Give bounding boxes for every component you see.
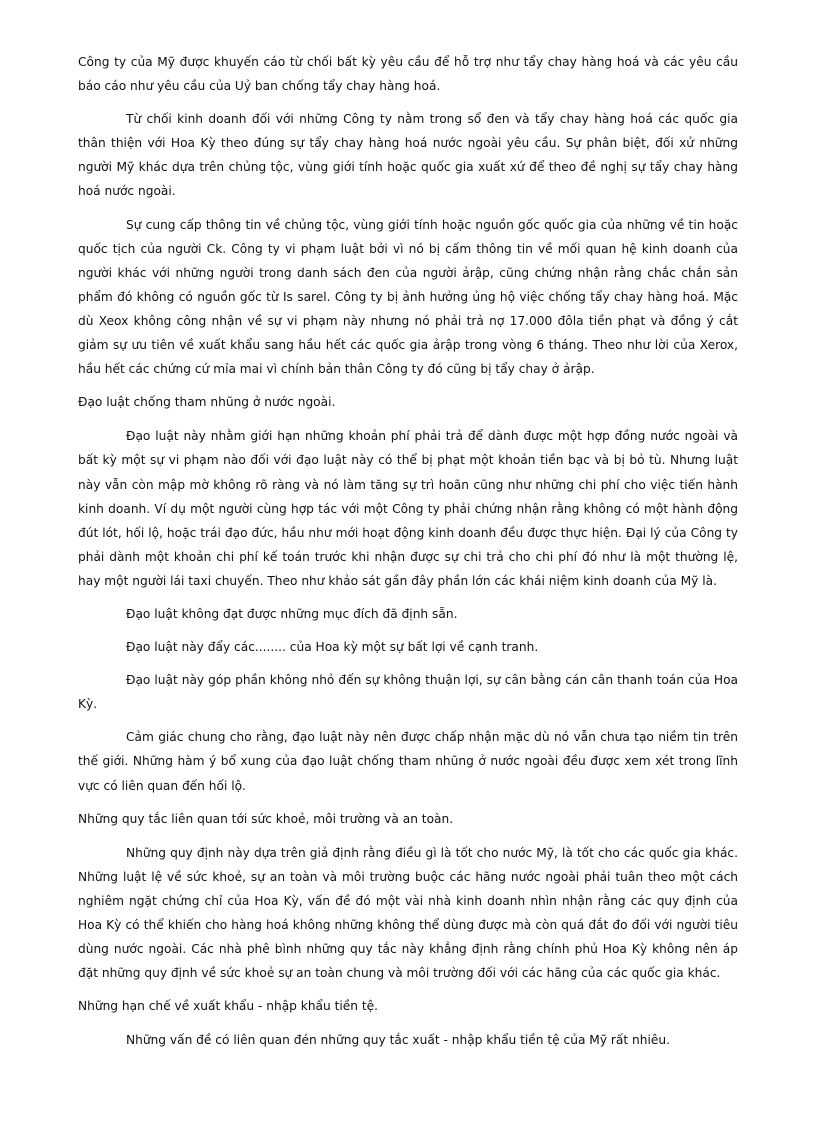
paragraph-currency-issues: Những vấn đề có liên quan đén những quy tắc xuất - nhập khẩu tiền tệ của Mỹ rất nhiêu. xyxy=(126,1033,670,1048)
paragraph-act-goals: Đạo luật không đạt được những mục đích đã định sẵn. xyxy=(126,606,458,621)
heading-currency-restrictions: Những hạn chế về xuất khẩu - nhập khẩu tiền tệ. xyxy=(78,999,379,1014)
paragraph-act-balance: Đạo luật này góp phần không nhỏ đến sự không thuận lợi, sự cân bằng cán cân thanh toán của Hoa Kỳ. xyxy=(78,673,738,712)
paragraph-refuse-business: Từ chối kinh doanh đối với những Công ty nằm trong sổ đen và tẩy chay hàng hoá các quốc gia thân thiện với Hoa Kỳ theo đúng sự tẩy chay hàng hoá nước ngoài yêu cầu. Sự phân biệt, đối xử những người Mỹ khác dựa trên chủng tộc, vùng giới tính hoặc quốc gia xuất xứ để theo đề nghị sự tẩy chay hàng hoá nước ngoài. xyxy=(78,112,738,199)
heading-health-environment-safety: Những quy tắc liên quan tới sức khoẻ, môi trường và an toàn. xyxy=(78,811,454,826)
paragraph-regulations: Những quy định này dựa trên giả định rằng điều gì là tốt cho nước Mỹ, là tốt cho các quốc gia khác. Những luật lệ về sức khoẻ, sự an toàn và môi trường buộc các hãng nước ngoài phải tuân theo một cách nghiêm ngặt chứng chỉ của Hoa Kỳ, vấn đề đó một vài nhà kinh doanh nhìn nhận rằng các quy định của Hoa Kỳ có thể khiến cho hàng hoá không những không thể dùng được mà còn quá đắt đo đối với người tiêu dùng nước ngoài. Các nhà phê bình những quy tắc này khẳng định rằng chính phủ Hoa Kỳ không nên áp đặt những quy định về sức khoẻ sự an toàn chung và môi trường đối với các hãng của các quốc gia khác. xyxy=(78,845,738,981)
paragraph-general-feeling: Cảm giác chung cho rằng, đạo luật này nên được chấp nhận mặc dù nó vẫn chưa tạo niềm tin trên thế giới. Những hàm ý bổ xung của đạo luật chống tham nhũng ở nước ngoài đều được xem xét trong lĩnh vực có liên quan đến hối lộ. xyxy=(78,730,738,793)
paragraph-act-description: Đạo luật này nhằm giới hạn những khoản phí phải trả để dành được một hợp đồng nước ngoài và bất kỳ một sự vi phạm nào đối với đạo luật này có thể bị phạt một khoản tiền bạc và bị bỏ tù. Nhưng luật này vẫn còn mập mờ không rõ ràng và nó làm tăng sự trì hoãn cũng như những chi phí cho việc tiến hành kinh doanh. Ví dụ một người cùng hợp tác với một Công ty phải chứng nhận rằng không có một hành động đút lót, hối lộ, hoặc trái đạo đức, hầu như mới hoạt động kinh doanh đều được thực hiện. Đại lý của Công ty phải dành một khoản chi phí kế toán trước khi nhận được sự chi trả cho chi phí đó như là một thường lệ, hay một người lái taxi chuyến. Theo như khảo sát gần đây phần lớn các khái niệm kinh doanh của Mỹ là. xyxy=(78,429,738,588)
paragraph-information-provision: Sự cung cấp thông tin về chủng tộc, vùng giới tính hoặc nguồn gốc quốc gia của những về tin hoặc quốc tịch của người Ck. Công ty vi phạm luật bởi vì nó bị cấm thông tin về mối quan hệ kinh doanh của người khác với những người trong danh sách đen của người ảrập, cũng chứng nhận rằng chắc chắn sản phẩm đó không có nguồn gốc từ Is sarel. Công ty bị ảnh hưởng ủng hộ việc chống tẩy chay hàng hoá. Mặc dù Xeox không công nhận về sự vi phạm này nhưng nó phải trả nợ 17.000 đôla tiền phạt và đồng ý cắt giảm sự ưu tiên về xuất khẩu sang hầu hết các quốc gia ảrập trong vòng 6 tháng. Theo như lời của Xerox, hầu hết các chứng cứ mỉa mai vì chính bản thân Công ty đó cũng bị tẩy chay ở ảrập. xyxy=(78,217,738,377)
heading-foreign-corrupt-practices-act: Đạo luật chống tham nhũng ở nước ngoài. xyxy=(78,395,336,410)
paragraph-act-disadvantage: Đạo luật này đẩy các........ của Hoa kỳ một sự bất lợi về cạnh tranh. xyxy=(126,640,539,655)
paragraph-antiboycott-advice: Công ty của Mỹ được khuyến cáo từ chối bất kỳ yêu cầu để hỗ trợ như tẩy chay hàng hoá và các yêu cầu báo cáo như yêu cầu của Uỷ ban chống tẩy chay hàng hoá. xyxy=(78,55,738,94)
document-page xyxy=(78,50,738,1061)
